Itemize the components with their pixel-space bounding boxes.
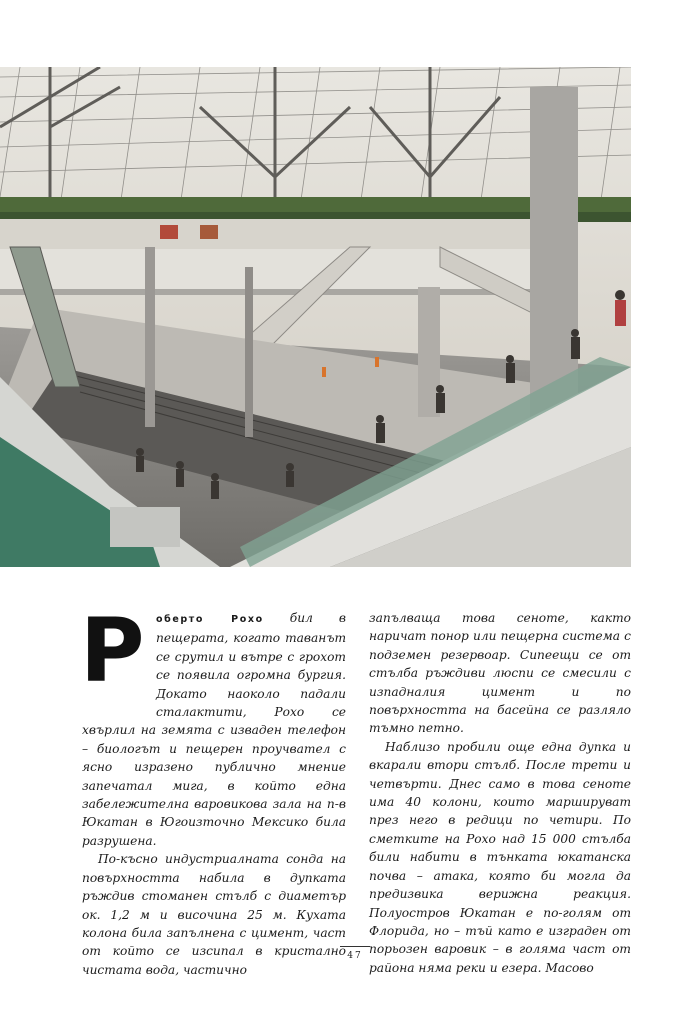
lead-in-name: оберто Рохо — [156, 614, 264, 625]
paragraph-3-text-a: запълваща това — [369, 611, 517, 625]
article-paragraph-3 — [369, 609, 631, 738]
page-number: 47 — [340, 946, 370, 961]
article-paragraph-2: По-късно индустриалната сонда на повърхността набила в дупката ръждив стоманен стълб с диаметър ок. 1,2 м и височина 25 м. Кухата колона била запълнена с цимент, част от който се изсипал в кристално чистата вода, частично — [82, 852, 346, 977]
drop-cap: Р — [80, 599, 145, 702]
paragraph-1-text: бил в пещерата, когато таванът се срутил и вътре с грохот се появила огромна бургия. Докато наоколо падали сталактити, Рохо се хвърлил на земята с изваден телефон – биологът и пещерен проучвател с ясно изразено публично мнение запечатал мига, в който една забележителна варовикова зала на п-в Юкатан в Югоизточно Мексико била разрушена. — [82, 611, 346, 848]
article-column-left — [80, 599, 346, 979]
train-station-photo — [0, 67, 631, 567]
paragraph-3-text-b: , както наричат понор или пещерна система с подземен резервоар. Сипеещи се от стълба ръждиви люспи се смесили с изпадналия цимент и по повърхността на басейна се разляло тъмно петно. — [369, 611, 631, 736]
article-paragraph-4: Наблизо пробили още една дупка и вкарали втори стълб. После трети и четвърти. Днес само в това сеноте има 40 колони, които маршируват през него в редици по четири. По сметките на Рохо над 15 000 стълба били набити в тънката юкатанска почва – атака, която би могла да предизвика верижна реакция. Полуостров Юкатан е по-голям от Флорида, но – тъй като е изграден от порьозен варовик – в голяма част от района няма реки и езера. Масово — [369, 739, 631, 975]
paragraph-3-emphasis: сеноте — [516, 611, 565, 625]
article-column-right — [369, 609, 631, 977]
